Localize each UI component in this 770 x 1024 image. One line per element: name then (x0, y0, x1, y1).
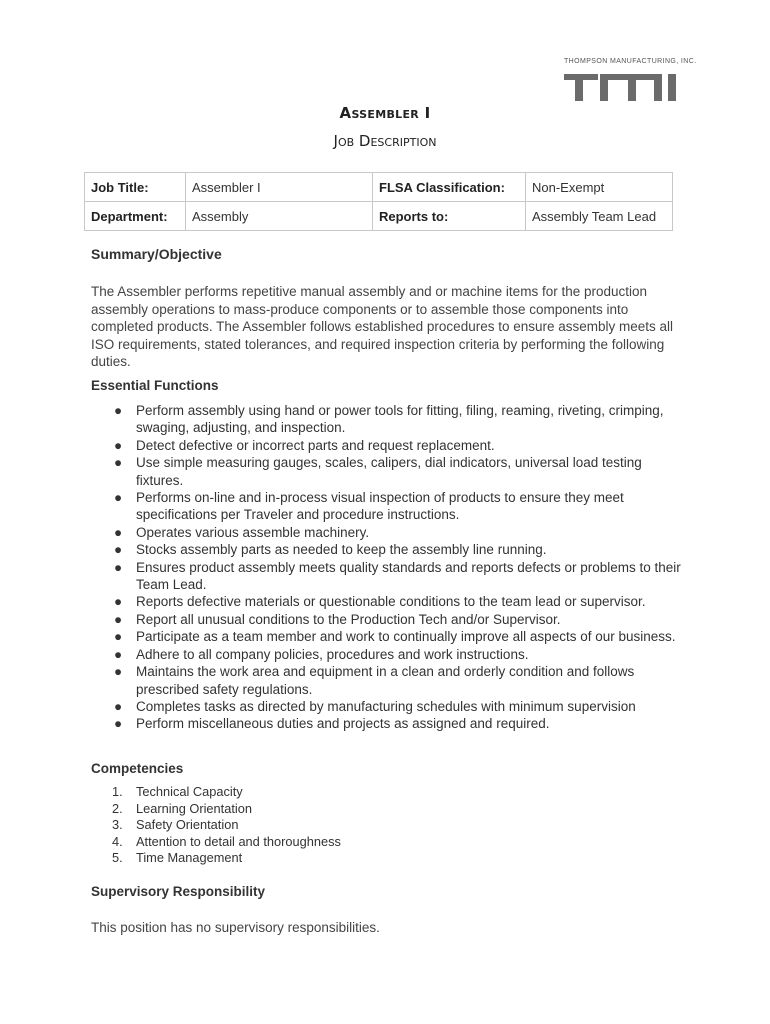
bullet-icon: ● (114, 524, 123, 540)
list-item (91, 698, 683, 715)
reports-to-label: Reports to: (373, 202, 526, 231)
department-label: Department: (85, 202, 186, 231)
list-item (91, 489, 683, 524)
list-item (91, 437, 683, 454)
list-item (91, 402, 683, 437)
job-title-value: Assembler I (186, 173, 373, 202)
list-item (91, 593, 683, 610)
list-item-text: Ensures product assembly meets quality standards and reports defects or problems to their Team Lead. (136, 559, 681, 593)
list-number: 3. (112, 817, 123, 833)
list-item-text: Safety Orientation (136, 817, 239, 833)
list-item (91, 454, 683, 489)
bullet-icon: ● (114, 455, 123, 471)
list-item (91, 524, 683, 541)
document-subtitle: Job Description (333, 132, 437, 150)
bullet-icon: ● (114, 403, 123, 418)
supervisory-heading: Supervisory Responsibility (91, 884, 266, 899)
bullet-icon: ● (114, 716, 123, 732)
list-item (91, 715, 683, 732)
list-item (91, 784, 341, 801)
bullet-icon: ● (114, 490, 123, 506)
list-number: 5. (112, 850, 123, 866)
list-item-text: Reports defective materials or questionable conditions to the team lead or supervisor. (136, 594, 646, 610)
list-item-text: Report all unusual conditions to the Production Tech and/or Supervisor. (136, 611, 561, 627)
bullet-icon: ● (114, 698, 123, 714)
table-row (85, 202, 673, 231)
bullet-icon: ● (114, 646, 123, 662)
list-item (91, 817, 341, 834)
list-item-text: Adhere to all company policies, procedures and work instructions. (136, 646, 529, 662)
list-item-text: Operates various assemble machinery. (136, 524, 370, 540)
list-number: 2. (112, 800, 123, 816)
essential-functions-list (91, 402, 683, 733)
list-item-text: Performs on-line and in-process visual inspection of products to ensure they meet specifications per Traveler and procedure instructions. (136, 490, 624, 523)
bullet-icon: ● (114, 611, 123, 627)
competencies-heading: Competencies (91, 761, 184, 776)
tmi-logo-mark (564, 72, 680, 102)
document-title: Assembler I (339, 104, 431, 122)
list-item-text: Time Management (136, 850, 243, 866)
list-item (91, 834, 341, 851)
list-item-text: Perform assembly using hand or power tools for fitting, filing, reaming, riveting, crimping, swaging, adjusting, and inspection. (136, 403, 664, 436)
summary-text: The Assembler performs repetitive manual assembly and or machine items for the production assembly operations to mass-produce components or to assemble those components into completed products. The Assembler follows established procedures to ensure assembly meets all ISO requirements, stated tolerances, and required inspection criteria by performing the following duties. (91, 284, 674, 370)
bullet-icon: ● (114, 594, 123, 610)
reports-to-value: Assembly Team Lead (526, 202, 673, 231)
bullet-icon: ● (114, 542, 123, 558)
department-value: Assembly (186, 202, 373, 231)
list-item (91, 559, 683, 594)
list-item-text: Detect defective or incorrect parts and request replacement. (136, 437, 495, 453)
list-item (91, 646, 683, 663)
list-number: 1. (112, 784, 123, 799)
job-info-table (84, 172, 673, 231)
bullet-icon: ● (114, 437, 123, 453)
essential-functions-heading: Essential Functions (91, 378, 219, 393)
list-item-text: Learning Orientation (136, 800, 252, 816)
list-item (91, 628, 683, 645)
bullet-icon: ● (114, 559, 123, 575)
list-item-text: Attention to detail and thoroughness (136, 833, 341, 849)
list-item (91, 801, 341, 818)
list-item (91, 541, 683, 558)
job-title-label: Job Title: (85, 173, 186, 202)
list-item-text: Technical Capacity (136, 784, 243, 799)
list-item-text: Maintains the work area and equipment in a clean and orderly condition and follows prescribed safety regulations. (136, 664, 635, 697)
flsa-label: FLSA Classification: (373, 173, 526, 202)
list-item-text: Use simple measuring gauges, scales, calipers, dial indicators, universal load testing fixtures. (136, 455, 642, 488)
supervisory-text: This position has no supervisory responsibilities. (91, 920, 380, 935)
list-item-text: Stocks assembly parts as needed to keep the assembly line running. (136, 542, 547, 558)
flsa-value: Non-Exempt (526, 173, 673, 202)
company-logo (564, 58, 697, 102)
bullet-icon: ● (114, 629, 123, 645)
list-item (91, 663, 683, 698)
list-number: 4. (112, 833, 123, 849)
list-item (91, 850, 341, 867)
list-item-text: Perform miscellaneous duties and projects as assigned and required. (136, 716, 550, 732)
logo-company-name: THOMPSON MANUFACTURING, INC. (564, 58, 697, 65)
table-row (85, 173, 673, 202)
bullet-icon: ● (114, 664, 123, 680)
competencies-list (91, 784, 341, 867)
list-item-text: Participate as a team member and work to continually improve all aspects of our business. (136, 629, 676, 645)
summary-heading: Summary/Objective (91, 246, 222, 262)
list-item (91, 611, 683, 628)
list-item-text: Completes tasks as directed by manufacturing schedules with minimum supervision (136, 698, 636, 714)
